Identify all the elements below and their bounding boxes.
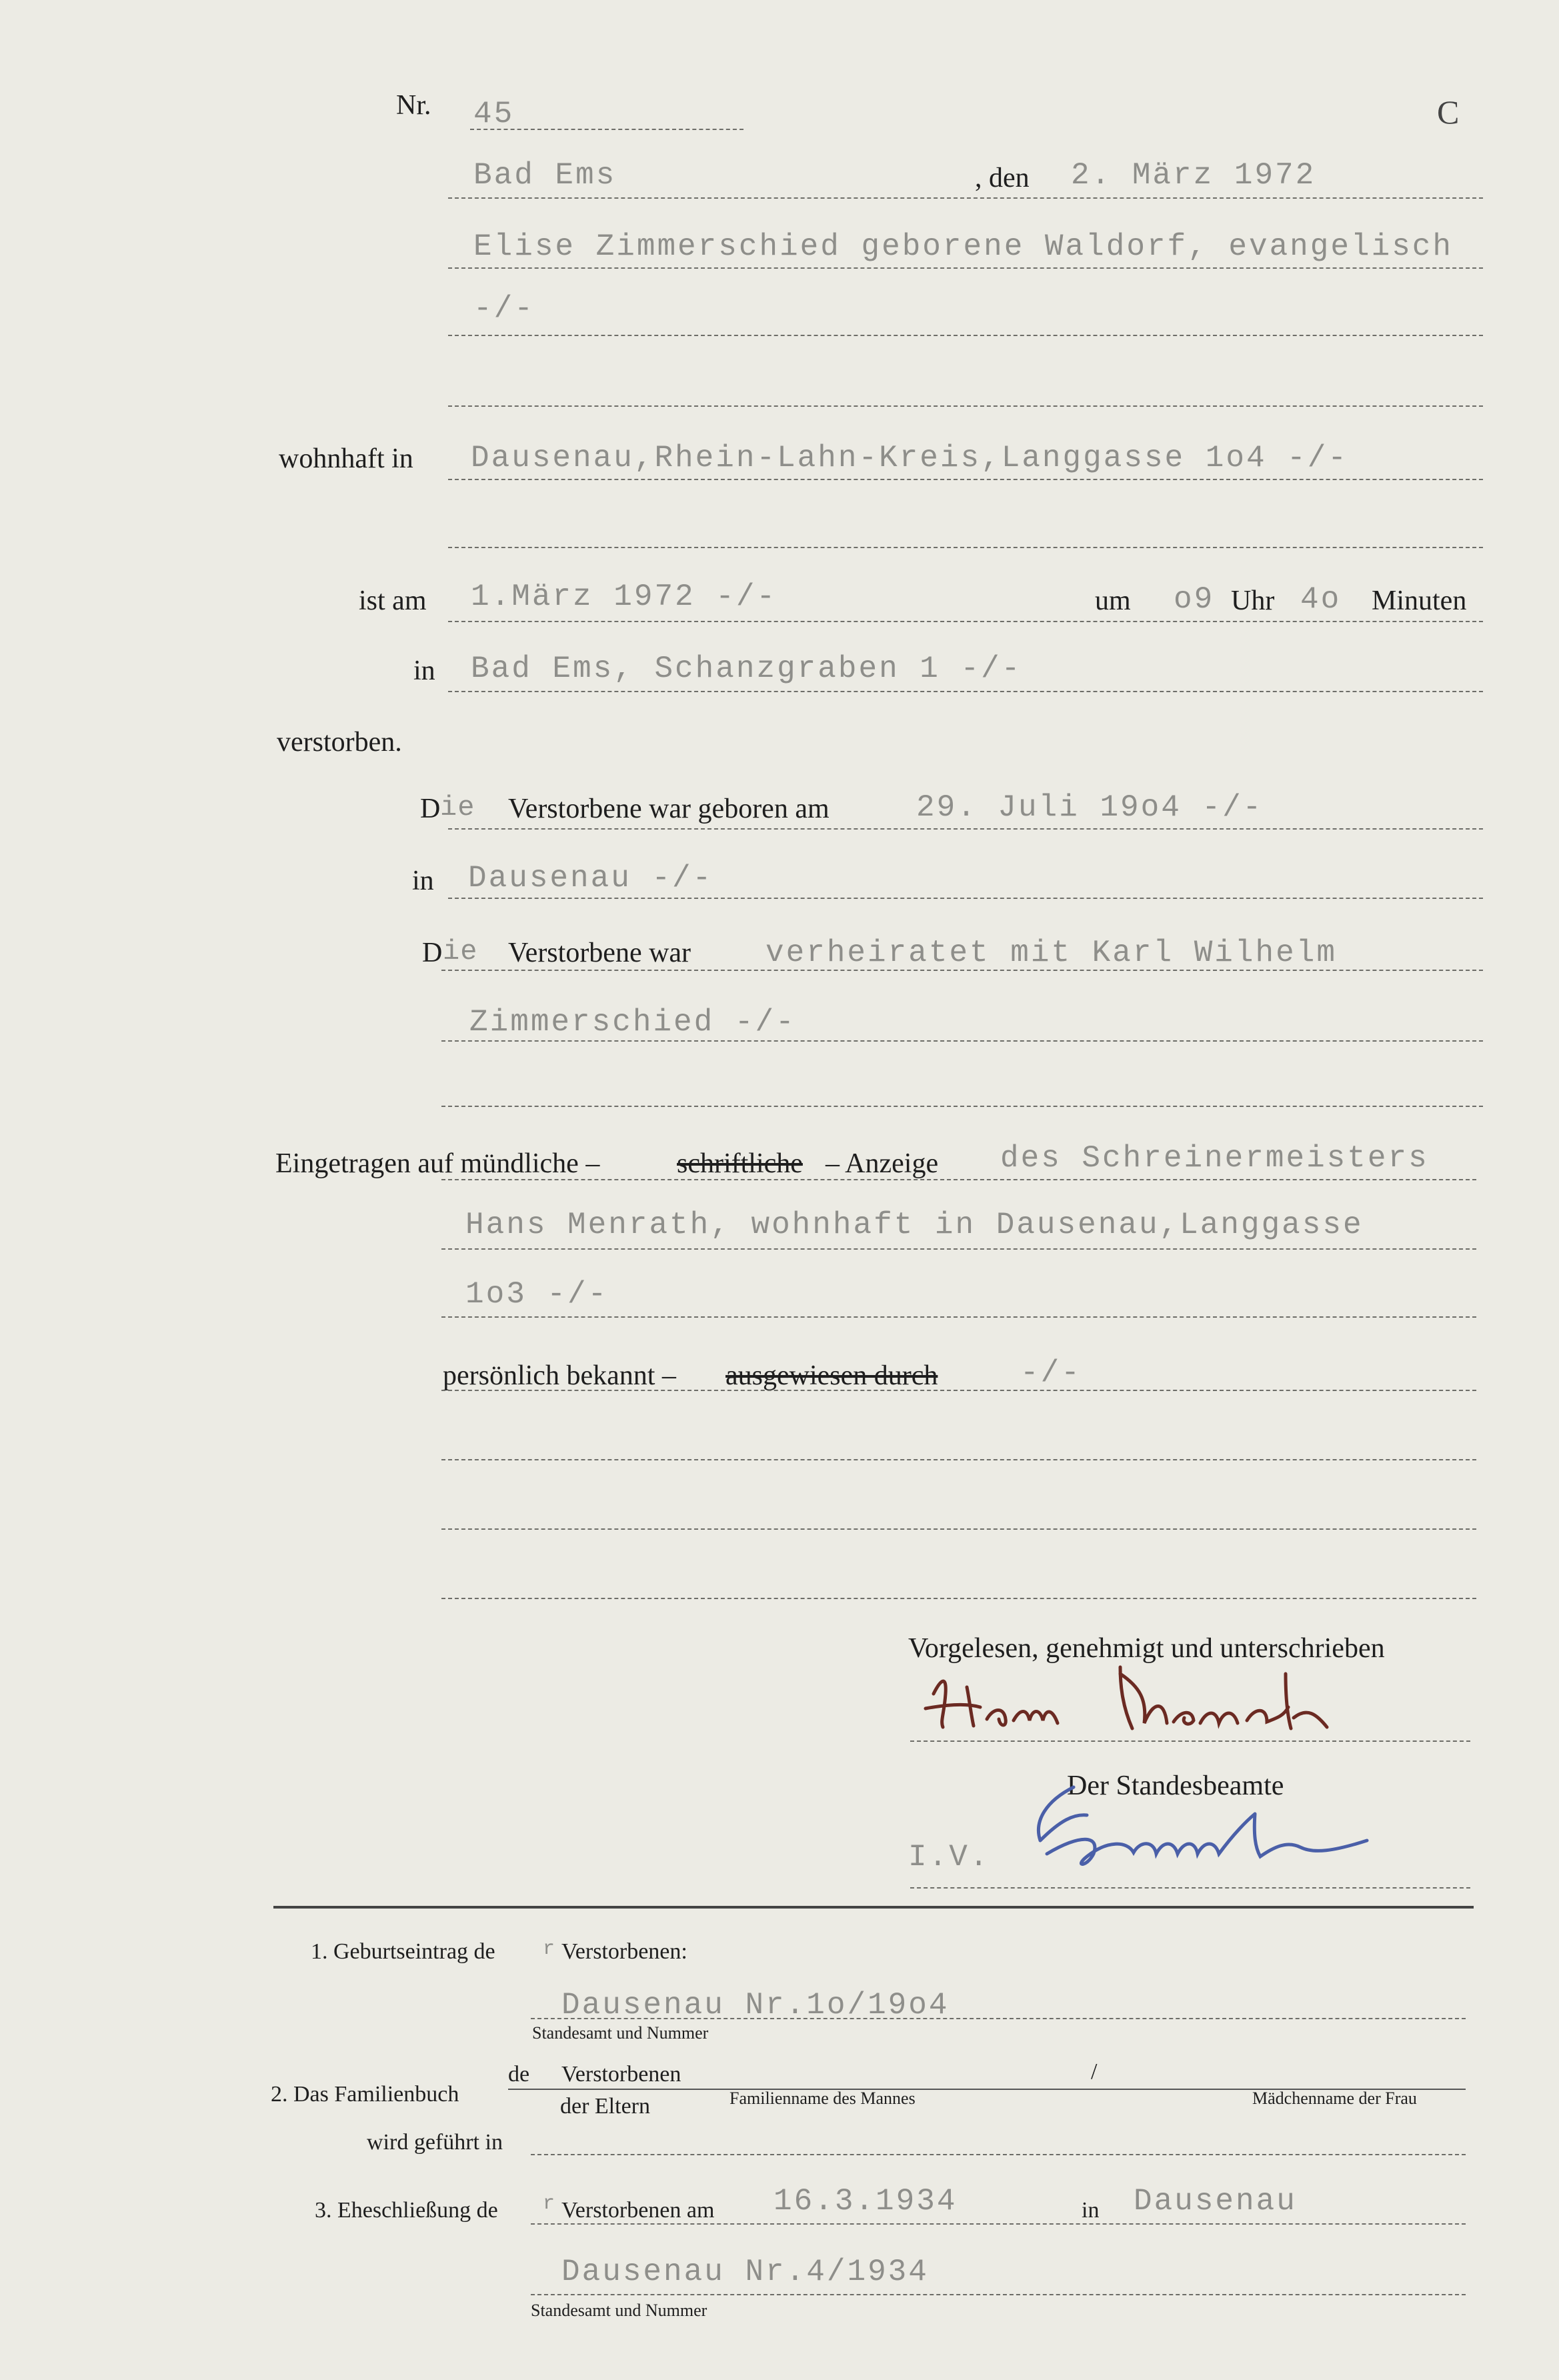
nr-label: Nr. [396, 90, 431, 121]
item3-place: Dausenau [1134, 2184, 1297, 2219]
registration-line-1 [441, 1179, 1476, 1180]
marital-d-suffix: ie [443, 936, 478, 968]
marital-value: verheiratet mit Karl Wilhelm [765, 936, 1337, 970]
informant-signature [920, 1654, 1400, 1747]
item1-caption: Standesamt und Nummer [532, 2023, 709, 2043]
death-minutes: 4o [1300, 582, 1342, 617]
registrar-signature [1020, 1770, 1474, 1881]
marital-line-2 [441, 1040, 1483, 1042]
registration-label-b: – Anzeige [826, 1148, 939, 1179]
item3-r: r [543, 2193, 557, 2215]
item2-caption-wife: Mädchenname der Frau [1252, 2089, 1417, 2108]
item2-de: de [508, 2062, 530, 2087]
residence-label: wohnhaft in [279, 443, 413, 474]
item3-label: 3. Eheschließung de [315, 2198, 498, 2223]
record-number-line [470, 129, 743, 130]
item3-caption: Standesamt und Nummer [531, 2301, 707, 2320]
name-line-2 [448, 335, 1483, 336]
birth-d-suffix: ie [440, 792, 475, 824]
den-label: , den [975, 163, 1030, 193]
item3-line-1 [531, 2223, 1466, 2225]
item1-r: r [543, 1938, 557, 1961]
item1-line [531, 2018, 1466, 2019]
corner-letter: C [1437, 93, 1460, 131]
deceased-name: Elise Zimmerschied geborene Waldorf, evangelisch [473, 229, 1454, 264]
residence-value: Dausenau,Rhein-Lahn-Kreis,Langgasse 1o4 -/- [471, 441, 1348, 475]
place-date-line [448, 197, 1483, 199]
residence-line-2 [448, 547, 1483, 548]
registration-value-1: des Schreinermeisters [1000, 1141, 1429, 1176]
death-place-value: Bad Ems, Schanzgraben 1 -/- [471, 652, 1022, 686]
birth-date-value: 29. Juli 19o4 -/- [916, 790, 1264, 825]
footer-separator [273, 1906, 1474, 1909]
death-date-label: ist am [359, 585, 427, 616]
registrar-signature-line [910, 1887, 1470, 1889]
item2-slash: / [1091, 2059, 1098, 2084]
residence-line-1 [448, 479, 1483, 480]
item2-wird-label: wird geführt in [367, 2130, 503, 2155]
death-place-line [448, 691, 1483, 692]
name-line-1 [448, 267, 1483, 269]
known-value: -/- [1020, 1356, 1082, 1390]
birth-date-line [448, 828, 1483, 830]
um-label: um [1095, 585, 1131, 616]
item2-eltern: der Eltern [560, 2094, 650, 2119]
marital-d-prefix: D [422, 938, 443, 968]
known-label-struck: ausgewiesen durch [725, 1360, 938, 1391]
item2-line [531, 2154, 1466, 2155]
read-approved-label: Vorgelesen, genehmigt und unterschrieben [908, 1633, 1385, 1664]
record-number: 45 [473, 97, 515, 131]
known-line-2 [441, 1459, 1476, 1460]
deceased-name-cont: -/- [473, 291, 535, 326]
birth-d-prefix: D [420, 794, 441, 824]
item2-verstorbenen: Verstorbenen [561, 2062, 681, 2087]
item3-value: Dausenau Nr.4/1934 [561, 2255, 929, 2289]
known-line-1 [441, 1390, 1476, 1391]
item3-line-2 [531, 2294, 1466, 2295]
date-value: 2. März 1972 [1071, 158, 1316, 193]
informant-signature-line [910, 1740, 1470, 1742]
death-place-label: in [413, 656, 435, 686]
registration-value-3: 1o3 -/- [465, 1277, 609, 1312]
name-line-3 [448, 405, 1483, 407]
uhr-label: Uhr [1231, 585, 1275, 616]
place-value: Bad Ems [473, 158, 617, 193]
marital-line-1 [441, 970, 1483, 971]
verstorben-label: verstorben. [277, 727, 402, 758]
known-line-4 [441, 1598, 1476, 1599]
item3-date: 16.3.1934 [773, 2184, 958, 2219]
item2-caption-husband: Familienname des Mannes [729, 2089, 916, 2108]
item1-label-b: Verstorbenen: [561, 1939, 687, 1964]
death-hour: o9 [1174, 582, 1215, 617]
item3-in: in [1082, 2198, 1100, 2223]
known-label: persönlich bekannt – [443, 1360, 676, 1391]
item1-value: Dausenau Nr.1o/19o4 [561, 1988, 950, 2023]
marital-value-cont: Zimmerschied -/- [469, 1005, 796, 1040]
birth-place-label: in [412, 866, 434, 896]
minuten-label: Minuten [1372, 585, 1467, 616]
item1-label: 1. Geburtseintrag de [311, 1939, 495, 1964]
item2-label: 2. Das Familienbuch [271, 2082, 459, 2107]
item3-label-b: Verstorbenen am [561, 2198, 715, 2223]
registration-value-2: Hans Menrath, wohnhaft in Dausenau,Langgasse [465, 1208, 1364, 1242]
birth-place-value: Dausenau -/- [468, 861, 713, 896]
registrar-label: Der Standesbeamte [1067, 1770, 1284, 1801]
death-date-line [448, 621, 1483, 622]
birth-place-line [448, 898, 1483, 899]
registration-label-struck: schriftliche [677, 1148, 803, 1179]
marital-line-3 [441, 1106, 1483, 1107]
registration-line-3 [441, 1316, 1476, 1318]
death-date-value: 1.März 1972 -/- [471, 579, 777, 614]
iv-label: I.V. [908, 1840, 990, 1875]
known-line-3 [441, 1528, 1476, 1530]
birth-label: Verstorbene war geboren am [508, 794, 830, 824]
registration-label-a: Eingetragen auf mündliche – [275, 1148, 600, 1179]
marital-label: Verstorbene war [508, 938, 691, 968]
registration-line-2 [441, 1248, 1476, 1250]
